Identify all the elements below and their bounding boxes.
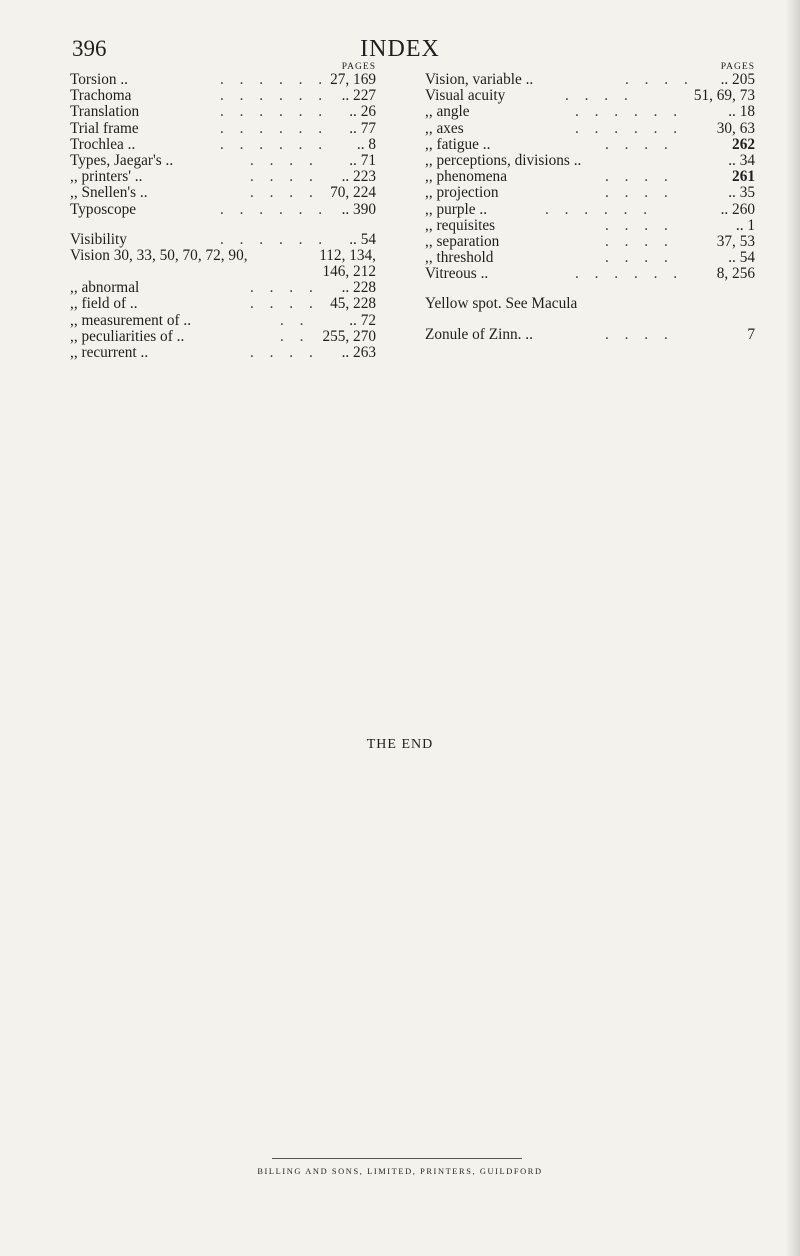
entry-term: ,, phenomena [425, 168, 507, 186]
entry-pages: 146, 212 [322, 263, 376, 281]
leader-dots: . . . . [565, 87, 634, 105]
index-entry [425, 88, 755, 104]
entry-term: ,, perceptions, divisions .. [425, 151, 582, 169]
page-edge-shadow [786, 0, 800, 1256]
entry-term: ,, purple .. [425, 200, 488, 218]
leader-dots: . . . . . . [575, 265, 684, 283]
index-entry [70, 137, 376, 153]
entry-pages: .. 54 [728, 249, 755, 267]
leader-dots: . . . . . . [220, 87, 329, 105]
entry-term: Torsion .. [70, 71, 128, 88]
index-entry [70, 280, 376, 296]
index-entry [70, 248, 376, 264]
index-entry [70, 202, 376, 218]
entry-pages: .. 1 [735, 216, 755, 234]
entry-term: ,, angle [425, 103, 470, 121]
entry-pages: 262 [732, 135, 755, 153]
leader-dots: . . . . [250, 344, 319, 361]
index-entry [70, 121, 376, 137]
page-number: 396 [72, 36, 107, 61]
entry-pages: 51, 69, 73 [693, 87, 755, 105]
leader-dots: . . . . . . [220, 103, 329, 121]
entry-term: ,, threshold [425, 249, 494, 267]
entry-pages: 255, 270 [322, 327, 376, 345]
entry-term: Visual acuity [425, 87, 506, 105]
index-entry [425, 234, 755, 250]
leader-dots: . . . . [605, 249, 674, 267]
index-entry [425, 137, 755, 153]
entry-pages: 7 [747, 325, 755, 343]
entry-pages: .. 8 [356, 135, 376, 153]
leader-dots: . . . . . . [220, 135, 329, 153]
entry-term: Vision 30, 33, 50, 70, 72, 90, [70, 246, 248, 264]
entry-term: Trachoma [70, 87, 132, 105]
entry-pages: 261 [732, 168, 755, 186]
entry-term: Trial frame [70, 119, 139, 137]
index-entry [70, 72, 376, 88]
entry-pages: .. 18 [728, 103, 755, 121]
entry-term: ,, projection [425, 184, 499, 202]
entry-pages: .. 205 [720, 71, 755, 88]
index-entry [70, 329, 376, 345]
the-end-text: THE END [366, 737, 434, 752]
entry-pages: .. 77 [349, 119, 376, 137]
leader-dots: . . [280, 327, 310, 345]
leader-dots: . . . . [605, 216, 674, 234]
entry-pages: .. 71 [349, 151, 376, 169]
entry-pages: .. 390 [341, 200, 376, 218]
entry-pages: .. 26 [349, 103, 376, 121]
index-entry [425, 250, 755, 266]
index-entry [70, 185, 376, 201]
entry-term: ,, separation [425, 232, 500, 250]
entry-term: ,, peculiarities of .. [70, 327, 185, 345]
entry-term: Yellow spot. See Macula [425, 295, 578, 313]
index-entry [425, 327, 755, 343]
entry-pages: .. 227 [341, 87, 376, 105]
index-entry [425, 153, 755, 169]
entry-term: ,, printers' .. [70, 168, 143, 186]
pages-column-heading: PAGES [341, 62, 376, 72]
leader-dots: . . . . [250, 184, 319, 202]
entry-term: Vitreous .. [425, 265, 489, 283]
entry-pages: 27, 169 [330, 71, 376, 88]
leader-dots: . . . . [605, 168, 674, 186]
entry-term: ,, measurement of .. [70, 311, 192, 329]
entry-pages: 37, 53 [716, 232, 755, 250]
index-entry [70, 153, 376, 169]
entry-pages: 45, 228 [330, 295, 376, 313]
leader-dots: . . . . . . [220, 200, 329, 218]
index-entry [425, 72, 755, 88]
pages-column-heading: PAGES [720, 62, 755, 72]
leader-dots: . . . . [605, 135, 674, 153]
leader-dots: . . . . [625, 71, 694, 88]
entry-term: Types, Jaegar's .. [70, 151, 174, 169]
entry-term: Trochlea .. [70, 135, 136, 153]
entry-pages: .. 54 [349, 230, 376, 248]
entry-term: ,, abnormal [70, 279, 140, 297]
leader-dots: . . . . [605, 325, 674, 343]
leader-dots: . . . . [605, 232, 674, 250]
entry-pages: 8, 256 [716, 265, 755, 283]
leader-dots: . . . . [250, 168, 319, 186]
entry-term: ,, recurrent .. [70, 344, 149, 361]
running-head: INDEX [360, 36, 440, 62]
index-entry [425, 104, 755, 120]
index-column-left [70, 62, 376, 361]
index-entry [70, 104, 376, 120]
entry-term: Translation [70, 103, 140, 121]
entry-pages: 112, 134, [319, 246, 376, 264]
entry-term: ,, Snellen's .. [70, 184, 148, 202]
entry-term: Visibility [70, 230, 127, 248]
leader-dots: . . . . [250, 295, 319, 313]
index-entry [425, 202, 755, 218]
entry-term: ,, axes [425, 119, 464, 137]
entry-term: ,, fatigue .. [425, 135, 491, 153]
index-entry [70, 232, 376, 248]
entry-pages: .. 34 [728, 151, 755, 169]
leader-dots: . . . . [605, 184, 674, 202]
index-entry [425, 266, 755, 282]
entry-pages: .. 223 [341, 168, 376, 186]
entry-term: Zonule of Zinn. .. [425, 325, 533, 343]
printer-imprint: BILLING AND SONS, LIMITED, PRINTERS, GUILDFORD [257, 1167, 543, 1176]
leader-dots: . . . . . . [545, 200, 654, 218]
index-entry-continuation [70, 264, 376, 280]
entry-term: ,, field of .. [70, 295, 138, 313]
index-entry [425, 121, 755, 137]
leader-dots: . . . . . . [220, 230, 329, 248]
leader-dots: . . . . . . [220, 119, 329, 137]
index-entry [425, 185, 755, 201]
index-entry [70, 169, 376, 185]
entry-pages: .. 72 [349, 311, 376, 329]
leader-dots: . . . . [250, 279, 319, 297]
entry-pages: .. 263 [341, 344, 376, 361]
leader-dots: . . . . [250, 151, 319, 169]
index-entry [70, 88, 376, 104]
index-column-right [425, 62, 755, 343]
entry-term: Vision, variable .. [425, 71, 534, 88]
entry-pages: 70, 224 [330, 184, 376, 202]
entry-pages: .. 260 [720, 200, 755, 218]
index-entry [425, 296, 755, 312]
leader-dots: . . . . . . [575, 119, 684, 137]
entry-pages: .. 35 [728, 184, 755, 202]
entry-term: ,, requisites [425, 216, 496, 234]
index-entry [70, 345, 376, 361]
index-entry [425, 218, 755, 234]
index-entry [70, 313, 376, 329]
leader-dots: . . . . . . [575, 103, 684, 121]
printer-rule [272, 1158, 522, 1159]
leader-dots: . . . . . . [220, 71, 329, 88]
index-entry [425, 169, 755, 185]
entry-pages: 30, 63 [716, 119, 755, 137]
leader-dots: . . [280, 311, 310, 329]
index-entry [70, 296, 376, 312]
entry-pages: .. 228 [341, 279, 376, 297]
entry-term: Typoscope [70, 200, 137, 218]
